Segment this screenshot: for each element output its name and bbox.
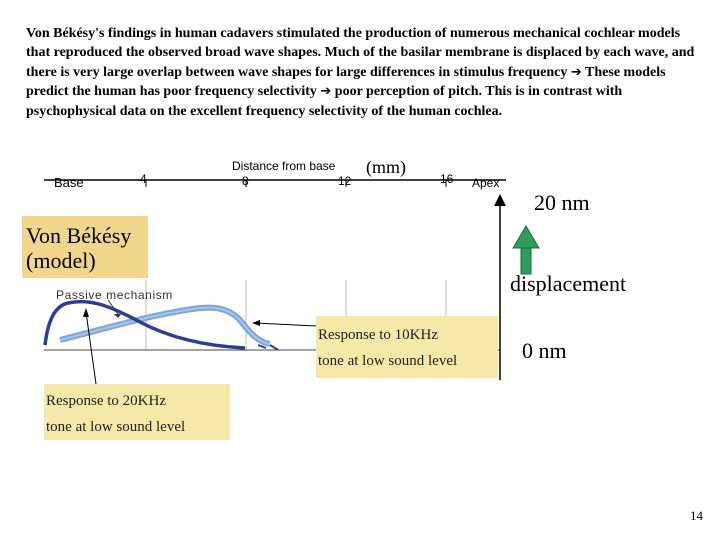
model-box-label: Von Békésy (model) [26, 223, 132, 273]
paragraph-part-2: These models predict the human has poor frequency selectivity [26, 64, 666, 100]
callout-20khz-line2: tone at low sound level [46, 419, 186, 435]
right-arrow-icon: ➔ [320, 84, 332, 100]
paragraph-part-1: Von Békésy's findings in human cadavers stimulated the production of numerous mechanical cochlear models that reproduced the observed broad wave shapes. Much of the basilar membrane is displaced by each wave, and there is very large overlap between wave shapes for large differences in stimulus frequency [26, 26, 695, 80]
green-up-arrow-icon [513, 226, 539, 274]
paragraph-part-3: poor perception of pitch. This is in contrast with psychophysical data on the excellent frequency selectivity of the human cochlea. [26, 84, 623, 119]
callout-10k-pointer [255, 323, 316, 326]
bottom-scale-label: 0 nm [522, 338, 567, 363]
axis-title: Distance from base [232, 159, 336, 173]
callout-20khz [44, 384, 230, 440]
axis-arrowhead [494, 194, 506, 206]
callout-20khz-line1: Response to 20KHz [46, 393, 166, 409]
top-scale-label: 20 nm [534, 190, 590, 215]
displacement-label: displacement [510, 271, 627, 296]
tick-label: 12 [338, 174, 352, 188]
base-label: Base [54, 175, 84, 190]
wave-10khz-highlight [60, 308, 270, 344]
callout-20k-pointer [86, 312, 96, 384]
callout-10khz [316, 316, 498, 378]
callout-10khz-line2: tone at low sound level [318, 353, 458, 369]
model-box [22, 216, 148, 278]
page-number: 14 [690, 508, 703, 523]
tick-label: 4 [140, 172, 147, 186]
axis-unit: (mm) [366, 157, 406, 177]
right-arrow-icon: ➔ [570, 64, 582, 80]
passive-mechanism-label: Passive mechanism [56, 288, 173, 302]
callout-10khz-line1: Response to 10KHz [318, 327, 438, 343]
tick-label: 16 [440, 172, 454, 186]
apex-label: Apex [472, 176, 500, 190]
tick-label: 8 [242, 174, 249, 188]
